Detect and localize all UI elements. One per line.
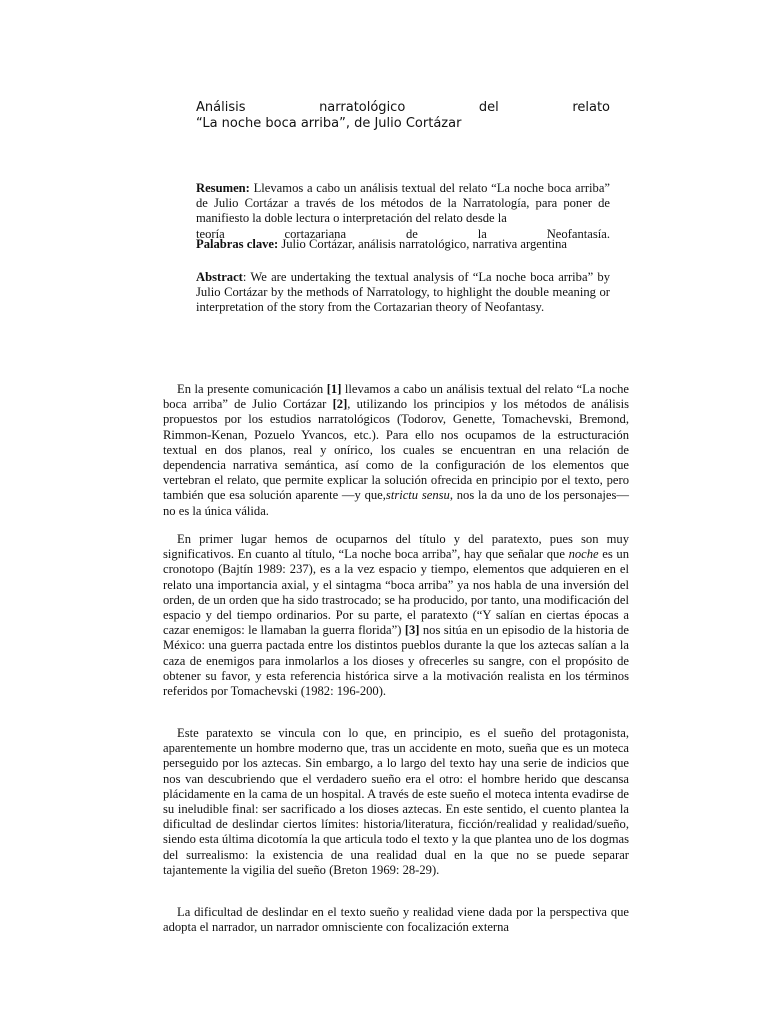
resumen-word: cortazariana xyxy=(284,226,347,241)
resumen-paragraph xyxy=(196,181,610,242)
italic-run: strictu sensu xyxy=(385,488,450,503)
resumen-text: Llevamos a cabo un análisis textual del relato “La noche boca arriba” de Julio Cortázar a través de los métodos de la Narratología, para poner de manifiesto la doble lectura o interpretación del relato desde la xyxy=(196,181,610,226)
title-line-1 xyxy=(196,100,610,116)
keywords-text: Julio Cortázar, análisis narratológico, narrativa argentina xyxy=(278,237,568,251)
resumen-word: de xyxy=(405,226,418,241)
body-paragraph-4 xyxy=(163,905,629,935)
text-run: La dificultad de deslindar en el texto sueño y realidad viene dada por la perspectiva que adopta el narrador, un narrador omnisciente con focalización externa xyxy=(163,905,629,935)
keywords-label: Palabras clave: xyxy=(196,237,279,251)
italic-run: noche xyxy=(568,547,599,562)
article-title xyxy=(196,100,610,132)
title-word: del xyxy=(478,100,499,115)
title-word: relato xyxy=(572,100,610,115)
title-word: Análisis xyxy=(196,100,246,115)
footnote-ref-3[interactable]: [3] xyxy=(404,623,420,638)
text-run: En la presente comunicación xyxy=(177,382,327,396)
text-run: llevamos a cabo un análisis textual del relato “La noche boca arriba” de Julio Cortázar xyxy=(163,382,630,412)
footnote-ref-2[interactable]: [2] xyxy=(332,397,348,412)
text-run: es un cronotopo (Bajtín 1989: 237), es a la vez espacio y tiempo, elementos que adquieren en el relato una importancia axial, y el sintagma “boca arriba” ya nos habla de una inversión del orden, de un orden que ha sido trastrocado; se ha producido, por tanto, una modificación del espacio y del tiempo ordinarios. Por su parte, el paratexto (“Y salían en ciertas épocas a cazar enemigos: le llamaban la guerra florida”) xyxy=(163,547,629,638)
title-word: narratológico xyxy=(319,100,406,115)
resumen-word: la xyxy=(477,226,487,241)
footnote-ref-1[interactable]: [1] xyxy=(326,382,342,396)
body-paragraph-3 xyxy=(163,726,629,878)
text-run: , nos la da uno de los personajes— no es la única válida. xyxy=(163,488,629,518)
body-paragraph-1 xyxy=(163,382,629,519)
resumen-word: Neofantasía. xyxy=(546,226,610,241)
abstract-text: : We are undertaking the textual analysis of “La noche boca arriba” by Julio Cortázar by the methods of Narratology, to highlight the double meaning or interpretation of the story from the Cortazarian theory of Neofantasy. xyxy=(196,270,610,315)
body-paragraph-2 xyxy=(163,532,629,699)
abstract-label: Abstract xyxy=(196,270,243,284)
abstract-paragraph xyxy=(196,270,610,316)
text-run: Este paratexto se vincula con lo que, en principio, es el sueño del protagonista, aparentemente un hombre moderno que, tras un accidente en moto, sueña que es un moteca perseguido por los aztecas. Sin embargo, a lo largo del texto hay una serie de indicios que nos van descubriendo que el verdadero sueño era el otro: el hombre herido que descansa plácidamente en la cama de un hospital. A través de este sueño el moteca intenta evadirse de su ineludible final: ser sacrificado a los dioses aztecas. En este sentido, el cuento plantea la dificultad de deslindar ciertos límites: historia/literatura, ficción/realidad y realidad/sueño, siendo esta última dicotomía la que articula todo el texto y la que plantea uno de los dogmas del surrealismo: la existencia de una realidad dual en la que no se puede separar tajantemente la vigilia del sueño (Breton 1969: 28-29). xyxy=(163,726,629,877)
title-line-2: “La noche boca arriba”, de Julio Cortázar xyxy=(196,116,462,131)
text-run: En primer lugar hemos de ocuparnos del título y del paratexto, pues son muy significativos. En cuanto al título, “La noche boca arriba”, hay que señalar que xyxy=(163,532,629,562)
resumen-word: teoría xyxy=(196,226,225,241)
text-run: , utilizando los principios y los métodos de análisis propuestos por los estudios narratológicos (Todorov, Genette, Tomachevski, Bremond, Rimmon-Kenan, Pozuelo Yvancos, etc.). Para ello nos ocupamos de la estructuración textual en dos planos, real y onírico, los cuales se encuentran en una relación de dependencia narrativa semántica, así como de la configuración de los elementos que vertebran el relato, que permite explicar la solución ofrecida en principio por el texto, pero también que esa solución aparente —y que, xyxy=(163,397,629,503)
text-run: nos sitúa en un episodio de la historia de México: una guerra pactada entre los distintos pueblos durante la que los aztecas salían a la caza de enemigos para inmolarlos a los dioses y ofrecerles su sangre, con el propósito de obtener su favor, y esta referencia histórica sirve a la motivación realista en los términos referidos por Tomachevski (1982: 196-200). xyxy=(163,623,629,699)
resumen-label: Resumen: xyxy=(196,181,250,195)
keywords-paragraph xyxy=(196,237,610,252)
